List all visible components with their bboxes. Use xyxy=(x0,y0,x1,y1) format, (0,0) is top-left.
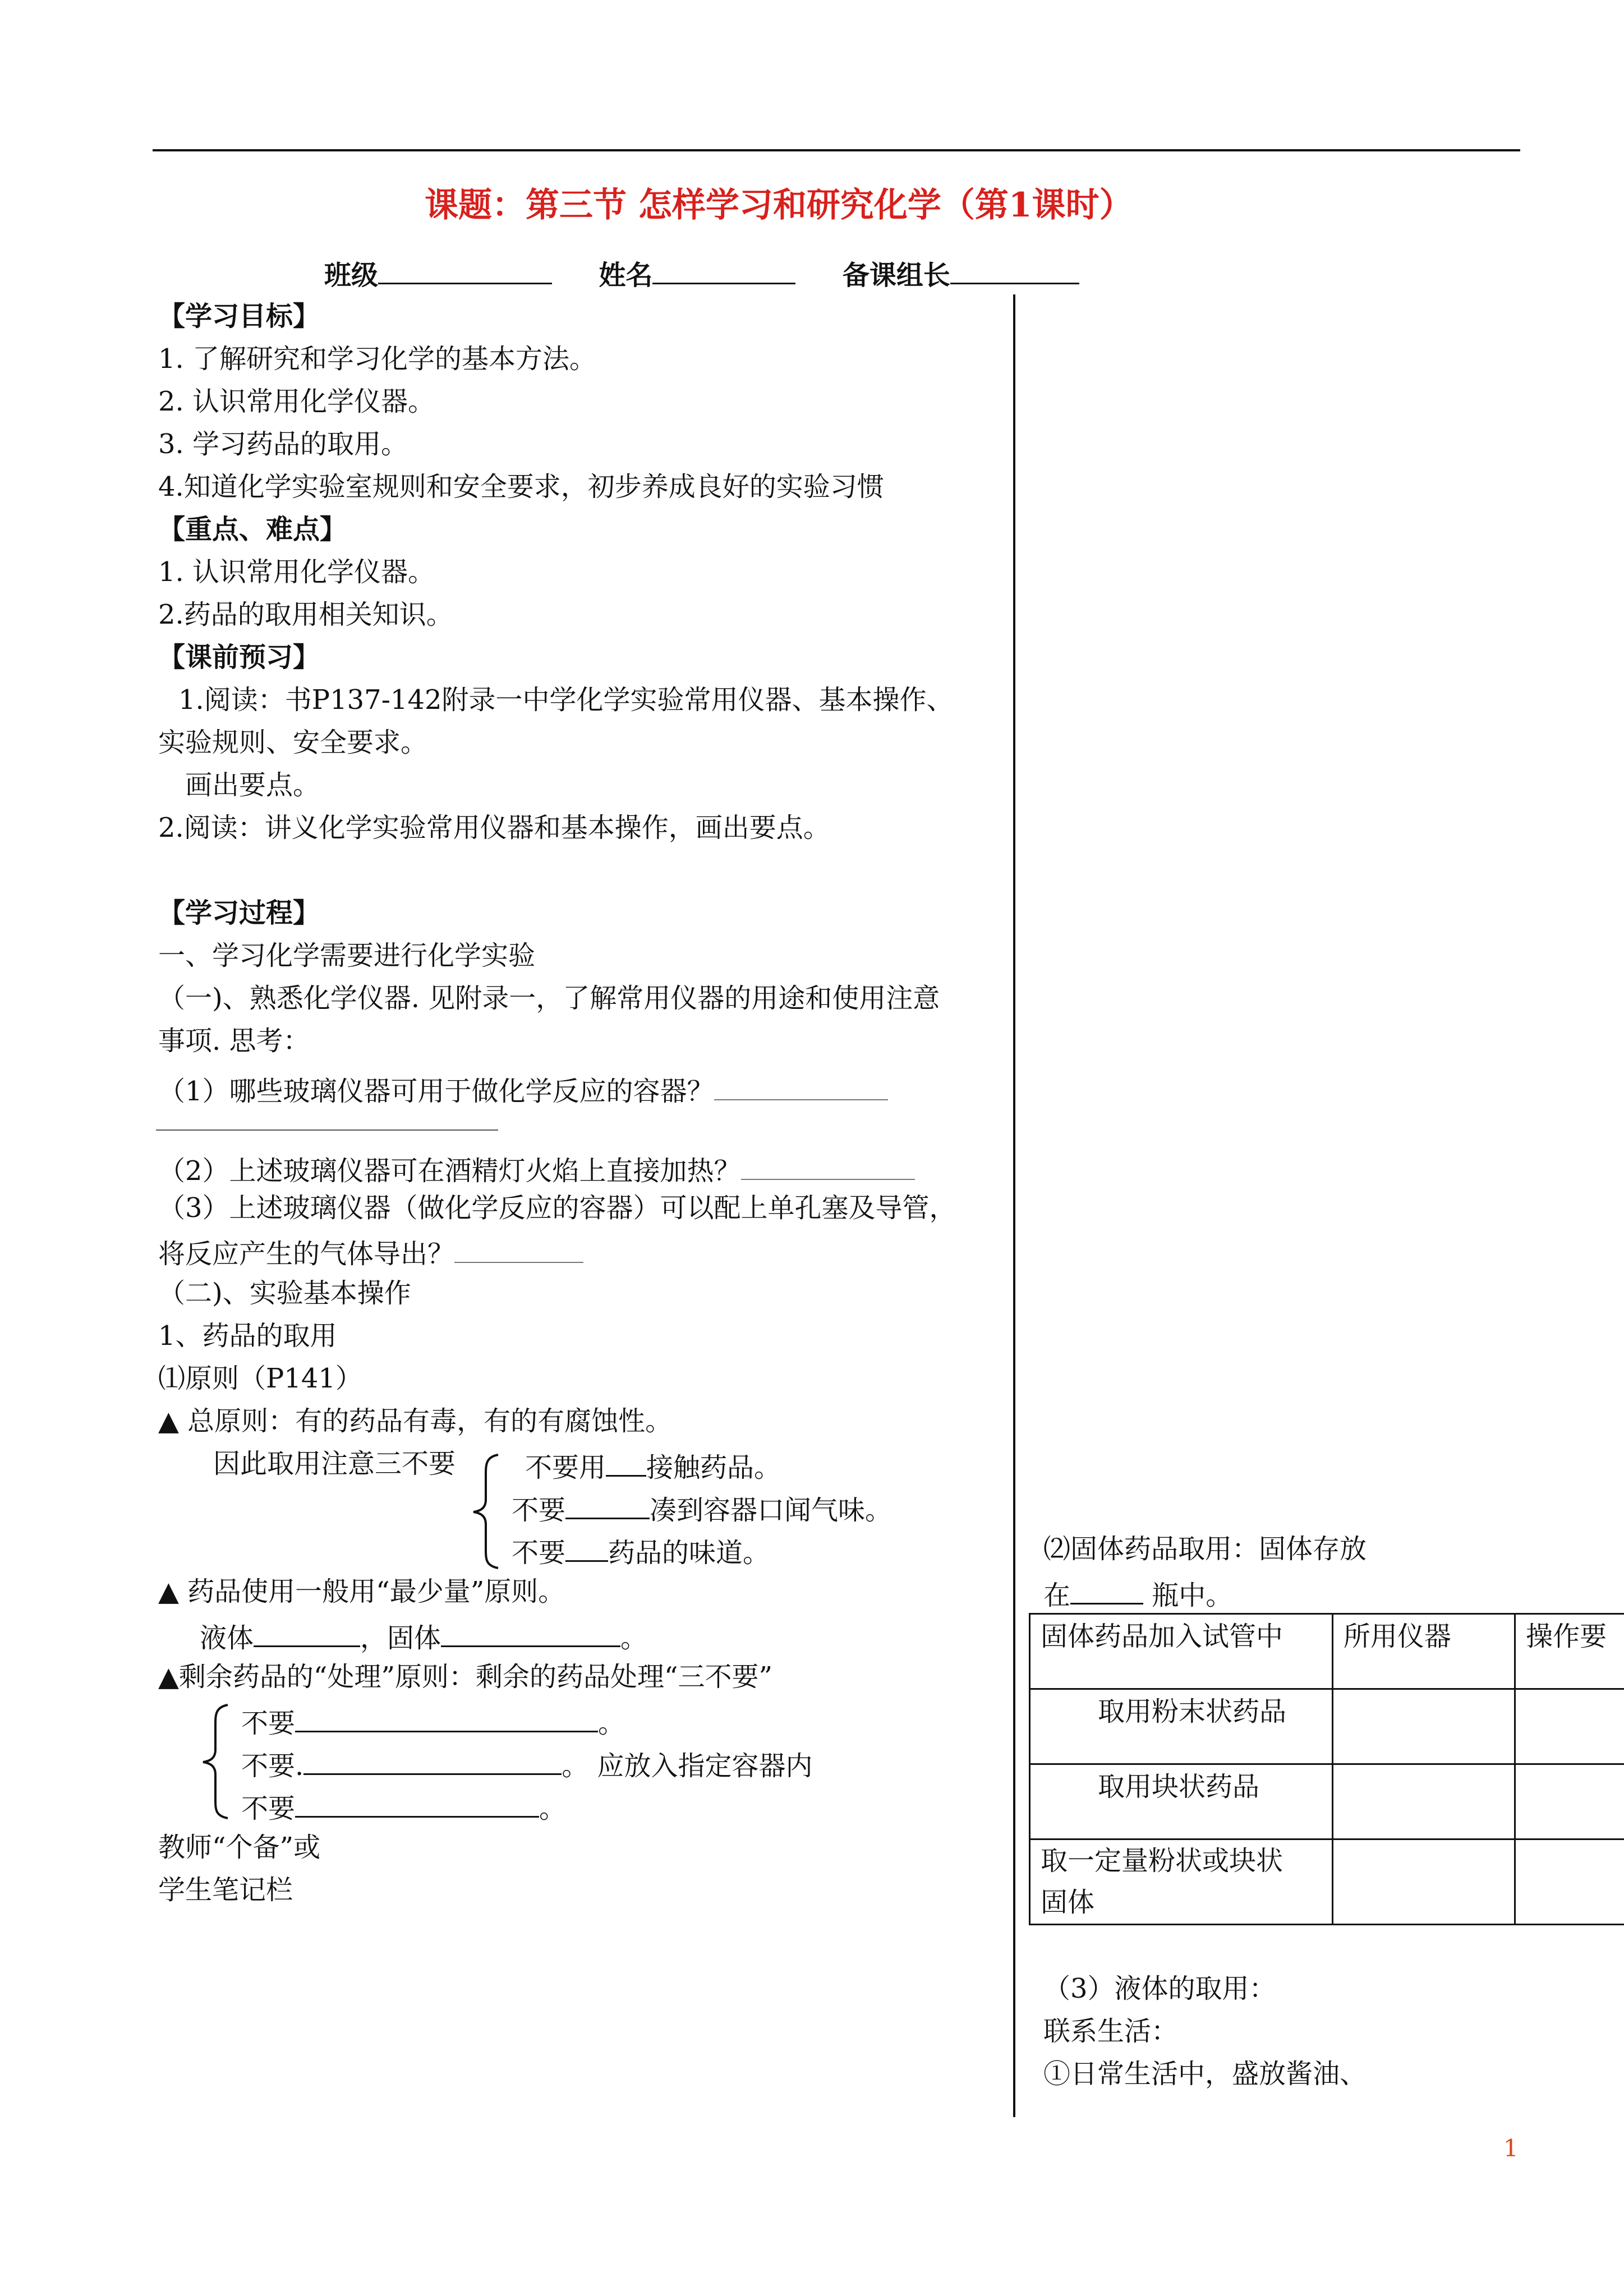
table-cell[interactable] xyxy=(1332,1764,1515,1839)
notes-label-cont: 学生笔记栏 xyxy=(158,1874,293,1906)
rule-3-item: 不要. 。 应放入指定容器内 xyxy=(241,1749,813,1779)
rule-3-brace xyxy=(200,1703,233,1820)
page-number: 1 xyxy=(1503,2134,1519,2162)
table-cell[interactable] xyxy=(1332,1839,1515,1925)
preview-line: 2.阅读：讲义化学实验常用仪器和基本操作，画出要点。 xyxy=(158,812,830,843)
leader-label: 备课组长 xyxy=(842,260,950,291)
class-field[interactable] xyxy=(378,258,552,284)
table-cell[interactable] xyxy=(1515,1764,1624,1839)
answer-1-field[interactable] xyxy=(714,1075,888,1100)
column-divider xyxy=(1013,294,1015,2117)
rule-1-brace xyxy=(470,1453,504,1570)
preview-line: 画出要点。 xyxy=(185,769,320,801)
preview-line: 1.阅读：书P137-142附录一中学化学实验常用仪器、基本操作、 xyxy=(178,684,954,716)
section-1a: （一)、熟悉化学仪器. 见附录一，了解常用仪器的用途和使用注意 xyxy=(158,983,940,1014)
liquid-heading: （3）液体的取用： xyxy=(1043,1973,1276,2004)
section-2-1a: ⑴原则（P141） xyxy=(158,1363,362,1394)
rule-1-field-1[interactable] xyxy=(606,1450,646,1477)
rule-2: ▲ 药品使用一般用“最少量”原则。 xyxy=(158,1576,565,1607)
rule-1-item: 不要 凑到容器口闻气味。 xyxy=(512,1493,892,1524)
bottle-type-field[interactable] xyxy=(1070,1578,1143,1605)
liquid-life-label: 联系生活： xyxy=(1043,2016,1179,2047)
table-cell[interactable] xyxy=(1515,1839,1624,1925)
preview-line: 实验规则、安全要求。 xyxy=(158,727,428,758)
solid-intake-table xyxy=(1029,1613,1624,1925)
name-label: 姓名 xyxy=(599,260,653,291)
table-header: 操作要 xyxy=(1515,1614,1624,1689)
page-title: 课题：第三节 怎样学习和研究化学（第1课时） xyxy=(425,186,1133,225)
question-3-cont: 将反应产生的气体导出？ xyxy=(158,1237,583,1267)
answer-1-line[interactable] xyxy=(156,1129,498,1131)
question-1: （1）哪些玻璃仪器可用于做化学反应的容器？ xyxy=(158,1075,888,1105)
info-line xyxy=(324,258,1079,289)
objective-item: 1. 了解研究和学习化学的基本方法。 xyxy=(158,343,597,375)
section-2-1: 1、药品的取用 xyxy=(158,1320,337,1352)
table-row-label: 取一定量粉状或块状 固体 xyxy=(1030,1839,1333,1925)
process-heading: 【学习过程】 xyxy=(158,897,320,929)
rule-1-field-2[interactable] xyxy=(565,1493,650,1519)
rule-3-item: 不要 。 xyxy=(241,1706,625,1737)
preview-heading: 【课前预习】 xyxy=(158,642,320,673)
class-label: 班级 xyxy=(324,260,379,291)
rule-1-item: 不要 药品的味道。 xyxy=(512,1536,770,1566)
table-cell[interactable] xyxy=(1332,1689,1515,1764)
table-header: 所用仪器 xyxy=(1332,1614,1515,1689)
rule-1-intro: 因此取用注意三不要 xyxy=(213,1448,456,1479)
key-points-heading: 【重点、难点】 xyxy=(158,514,347,545)
objective-item: 3. 学习药品的取用。 xyxy=(158,428,408,460)
objective-item: 2. 认识常用化学仪器。 xyxy=(158,386,435,417)
objectives-heading: 【学习目标】 xyxy=(158,301,320,332)
key-point-item: 1. 认识常用化学仪器。 xyxy=(158,556,435,588)
header-rule xyxy=(153,149,1520,151)
rule-2-blanks: 液体 ，固体 。 xyxy=(200,1621,647,1652)
solid-storage-line: 在 瓶中。 xyxy=(1043,1578,1232,1609)
question-3: （3）上述玻璃仪器（做化学反应的容器）可以配上单孔塞及导管， xyxy=(158,1192,956,1224)
answer-3-field[interactable] xyxy=(454,1237,583,1263)
key-point-item: 2.药品的取用相关知识。 xyxy=(158,599,453,630)
rule-1: ▲ 总原则：有的药品有毒，有的有腐蚀性。 xyxy=(158,1405,673,1437)
liquid-example: ①日常生活中，盛放酱油、 xyxy=(1043,2058,1367,2090)
rule-3: ▲剩余药品的“处理”原则：剩余的药品处理“三不要” xyxy=(158,1661,773,1693)
answer-2-field[interactable] xyxy=(741,1154,915,1180)
rule-3-field-3[interactable] xyxy=(295,1791,539,1818)
table-cell[interactable] xyxy=(1515,1689,1624,1764)
rule-1-item: 不要用 接触药品。 xyxy=(525,1450,781,1481)
rule-3-item: 不要 。 xyxy=(241,1791,566,1822)
name-field[interactable] xyxy=(652,258,795,284)
section-1a-cont: 事项. 思考： xyxy=(158,1025,310,1057)
solid-amount-field[interactable] xyxy=(441,1621,620,1647)
solid-intake-line: ⑵固体药品取用：固体存放 xyxy=(1043,1533,1367,1565)
table-row-label: 取用粉末状药品 xyxy=(1030,1689,1333,1764)
leader-field[interactable] xyxy=(950,258,1079,284)
section-2: （二)、实验基本操作 xyxy=(158,1278,411,1309)
table-row-label: 取用块状药品 xyxy=(1030,1764,1333,1839)
rule-3-field-1[interactable] xyxy=(295,1706,598,1732)
rule-1-field-3[interactable] xyxy=(565,1536,608,1562)
question-2: （2）上述玻璃仪器可在酒精灯火焰上直接加热？ xyxy=(158,1154,915,1184)
liquid-amount-field[interactable] xyxy=(254,1621,360,1647)
notes-label: 教师“个备”或 xyxy=(158,1832,321,1863)
objective-item: 4.知道化学实验室规则和安全要求，初步养成良好的实验习惯 xyxy=(158,471,884,502)
table-header: 固体药品加入试管中 xyxy=(1030,1614,1333,1689)
rule-3-field-2[interactable] xyxy=(303,1749,562,1775)
section-1: 一、学习化学需要进行化学实验 xyxy=(158,940,536,971)
